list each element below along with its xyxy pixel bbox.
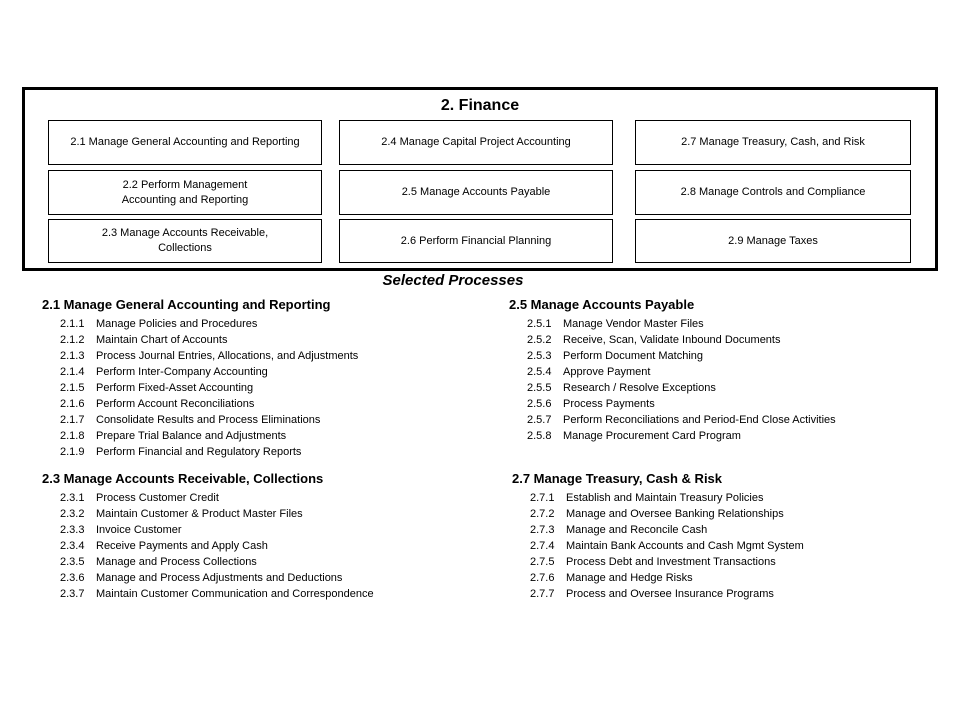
item-number: 2.3.3 [60, 524, 85, 536]
item-label: Research / Resolve Exceptions [563, 382, 716, 394]
list-item [530, 522, 804, 538]
item-label: Manage Procurement Card Program [563, 430, 741, 442]
list-item [60, 554, 374, 570]
item-number: 2.1.8 [60, 430, 85, 442]
item-label: Manage Vendor Master Files [563, 318, 704, 330]
item-number: 2.5.1 [527, 318, 552, 330]
section-2-3 [42, 471, 374, 602]
item-label: Perform Document Matching [563, 350, 703, 362]
list-item [530, 586, 804, 602]
item-number: 2.5.4 [527, 366, 552, 378]
list-item [60, 506, 374, 522]
item-number: 2.1.3 [60, 350, 85, 362]
list-item [60, 396, 358, 412]
item-label: Prepare Trial Balance and Adjustments [96, 430, 287, 442]
item-label: Perform Account Reconciliations [96, 398, 255, 410]
list-item [527, 412, 836, 428]
item-label: Process and Oversee Insurance Programs [566, 588, 774, 600]
process-box-2-5: 2.5 Manage Accounts Payable [339, 170, 613, 215]
list-item [60, 412, 358, 428]
list-item [60, 586, 374, 602]
item-number: 2.7.3 [530, 524, 555, 536]
section-2-5 [509, 297, 836, 444]
item-number: 2.7.5 [530, 556, 555, 568]
selected-processes-title: Selected Processes [382, 272, 524, 289]
item-number: 2.5.2 [527, 334, 552, 346]
item-label: Manage and Process Collections [96, 556, 257, 568]
item-number: 2.3.2 [60, 508, 85, 520]
list-item [527, 364, 836, 380]
item-label: Approve Payment [563, 366, 651, 378]
section-2-7 [512, 471, 804, 602]
item-label: Maintain Chart of Accounts [96, 334, 228, 346]
list-item [60, 490, 374, 506]
item-number: 2.7.1 [530, 492, 555, 504]
item-number: 2.1.2 [60, 334, 85, 346]
item-label: Process Customer Credit [96, 492, 219, 504]
finance-frame [22, 87, 938, 271]
list-item [60, 570, 374, 586]
finance-title: 2. Finance [440, 97, 520, 114]
item-number: 2.3.4 [60, 540, 85, 552]
item-label: Perform Fixed-Asset Accounting [96, 382, 254, 394]
list-item [527, 332, 836, 348]
list-item [530, 490, 804, 506]
item-number: 2.3.1 [60, 492, 85, 504]
item-label: Maintain Customer Communication and Correspondence [96, 588, 374, 600]
item-number: 2.5.7 [527, 414, 552, 426]
item-label: Consolidate Results and Process Eliminations [96, 414, 321, 426]
item-number: 2.3.6 [60, 572, 85, 584]
process-box-2-3: 2.3 Manage Accounts Receivable, Collections [48, 219, 322, 263]
item-label: Invoice Customer [96, 524, 182, 536]
section-heading: 2.1 Manage General Accounting and Reporting [42, 297, 331, 312]
process-list [60, 316, 358, 460]
item-number: 2.5.6 [527, 398, 552, 410]
item-number: 2.1.9 [60, 446, 85, 458]
item-label: Establish and Maintain Treasury Policies [566, 492, 764, 504]
item-label: Receive Payments and Apply Cash [96, 540, 268, 552]
item-label: Perform Financial and Regulatory Reports [96, 446, 302, 458]
item-label: Process Debt and Investment Transactions [566, 556, 776, 568]
item-label: Maintain Customer & Product Master Files [96, 508, 303, 520]
list-item [60, 538, 374, 554]
item-label: Manage and Reconcile Cash [566, 524, 708, 536]
item-number: 2.1.7 [60, 414, 85, 426]
item-label: Manage Policies and Procedures [96, 318, 258, 330]
list-item [527, 380, 836, 396]
process-box-2-7: 2.7 Manage Treasury, Cash, and Risk [635, 120, 911, 165]
item-number: 2.1.1 [60, 318, 85, 330]
list-item [530, 554, 804, 570]
item-label: Manage and Oversee Banking Relationships [566, 508, 784, 520]
item-label: Process Journal Entries, Allocations, and Adjustments [96, 350, 359, 362]
item-label: Manage and Process Adjustments and Deductions [96, 572, 343, 584]
list-item [60, 364, 358, 380]
item-number: 2.1.6 [60, 398, 85, 410]
item-number: 2.3.5 [60, 556, 85, 568]
process-box-2-8: 2.8 Manage Controls and Compliance [635, 170, 911, 215]
item-label: Perform Inter-Company Accounting [96, 366, 268, 378]
item-number: 2.7.2 [530, 508, 555, 520]
process-box-2-9: 2.9 Manage Taxes [635, 219, 911, 263]
process-list [527, 316, 836, 444]
list-item [530, 506, 804, 522]
section-heading: 2.5 Manage Accounts Payable [509, 297, 695, 312]
section-heading: 2.7 Manage Treasury, Cash & Risk [512, 471, 723, 486]
section-heading: 2.3 Manage Accounts Receivable, Collections [42, 471, 324, 486]
list-item [530, 538, 804, 554]
item-number: 2.1.4 [60, 366, 85, 378]
list-item [527, 316, 836, 332]
item-number: 2.7.6 [530, 572, 555, 584]
item-number: 2.7.4 [530, 540, 555, 552]
process-box-2-4: 2.4 Manage Capital Project Accounting [339, 120, 613, 165]
item-number: 2.5.8 [527, 430, 552, 442]
list-item [60, 522, 374, 538]
process-list [530, 490, 804, 602]
item-label: Receive, Scan, Validate Inbound Documents [563, 334, 781, 346]
process-box-2-6: 2.6 Perform Financial Planning [339, 219, 613, 263]
item-number: 2.1.5 [60, 382, 85, 394]
item-number: 2.3.7 [60, 588, 85, 600]
item-number: 2.5.5 [527, 382, 552, 394]
list-item [60, 348, 358, 364]
process-box-2-1: 2.1 Manage General Accounting and Reporting [48, 120, 322, 165]
item-label: Process Payments [563, 398, 655, 410]
list-item [60, 380, 358, 396]
list-item [527, 348, 836, 364]
list-item [527, 428, 836, 444]
item-label: Perform Reconciliations and Period-End Close Activities [563, 414, 836, 426]
process-box-2-2: 2.2 Perform Management Accounting and Reporting [48, 170, 322, 215]
list-item [60, 332, 358, 348]
item-number: 2.7.7 [530, 588, 555, 600]
process-list [60, 490, 374, 602]
item-label: Manage and Hedge Risks [566, 572, 693, 584]
item-label: Maintain Bank Accounts and Cash Mgmt System [566, 540, 804, 552]
list-item [60, 444, 358, 460]
list-item [60, 316, 358, 332]
list-item [527, 396, 836, 412]
section-2-1 [42, 297, 358, 460]
item-number: 2.5.3 [527, 350, 552, 362]
list-item [60, 428, 358, 444]
list-item [530, 570, 804, 586]
